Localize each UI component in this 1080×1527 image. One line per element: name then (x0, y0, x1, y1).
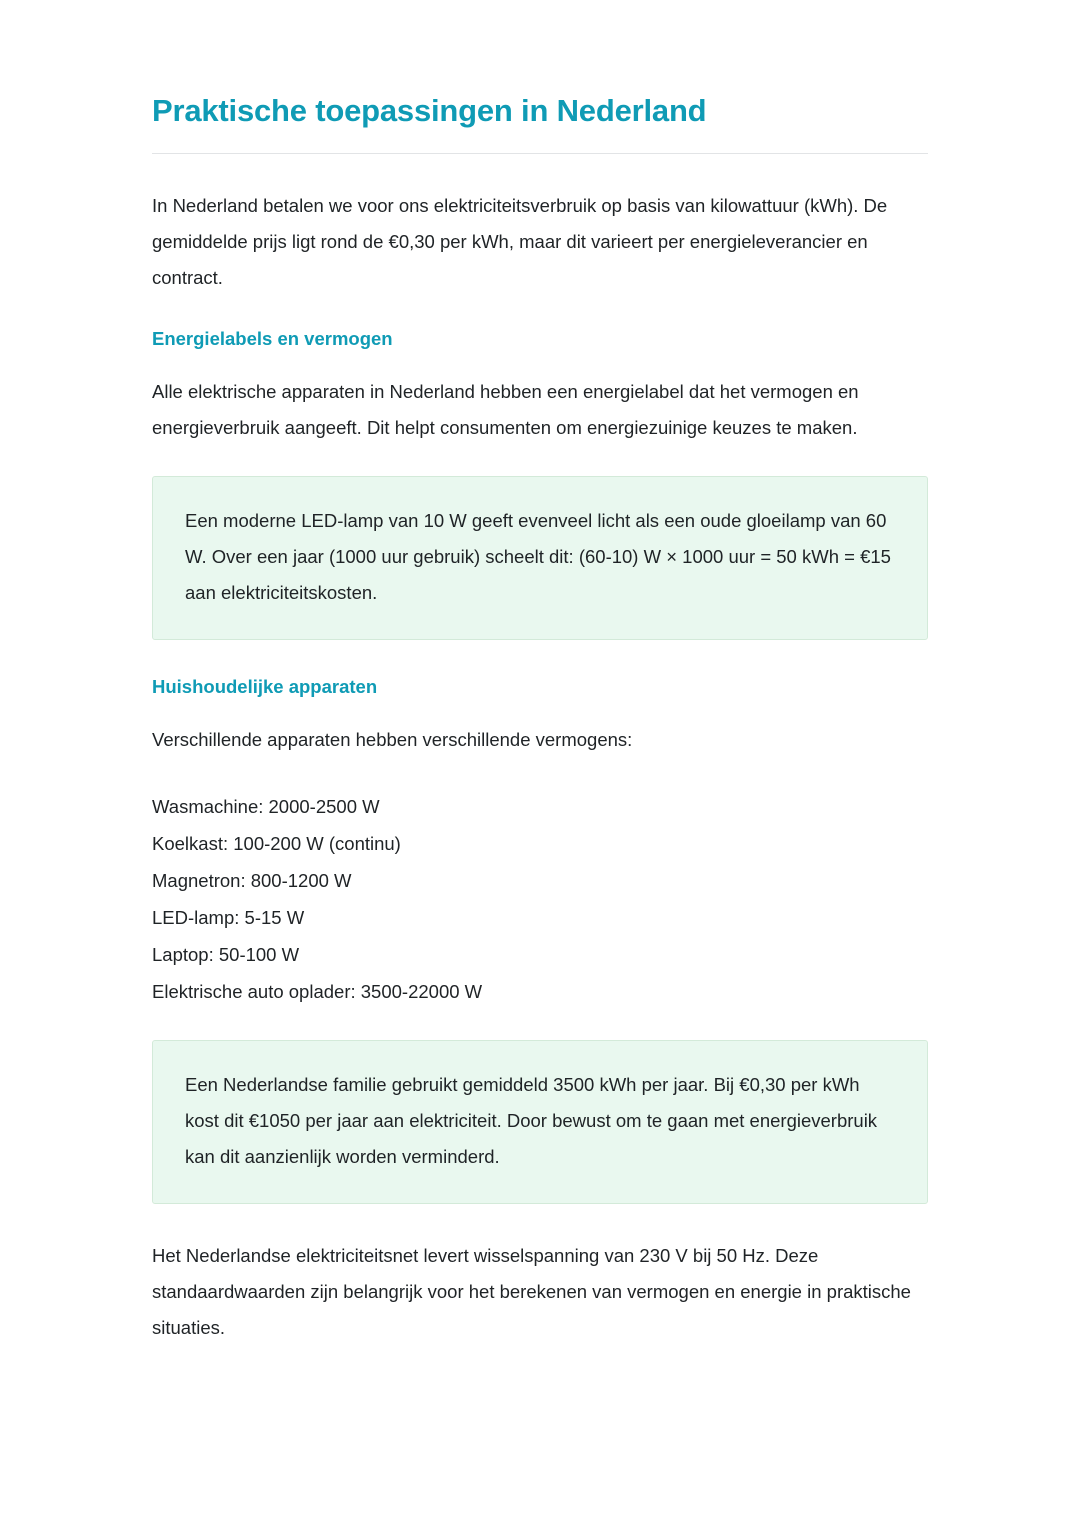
intro-paragraph: In Nederland betalen we voor ons elektriciteitsverbruik op basis van kilowattuur (kWh). De gemiddelde prijs ligt rond de €0,30 per kWh, maar dit varieert per energieleverancier en contract. (152, 194, 888, 288)
list-item: Elektrische auto oplader: 3500-22000 W (152, 981, 483, 1003)
device-power-list (152, 788, 928, 1010)
list-item: Magnetron: 800-1200 W (152, 870, 352, 892)
callout-familie-verbruik (152, 1040, 928, 1204)
section-heading-huishoudelijke-apparaten: Huishoudelijke apparaten (152, 676, 378, 698)
list-item: Koelkast: 100-200 W (continu) (152, 833, 401, 855)
section-paragraph-huishoudelijke-apparaten: Verschillende apparaten hebben verschillende vermogens: (152, 729, 633, 751)
page-title: Praktische toepassingen in Nederland (152, 93, 707, 128)
list-item: LED-lamp: 5-15 W (152, 907, 305, 929)
section-heading-energielabels: Energielabels en vermogen (152, 327, 393, 349)
closing-paragraph: Het Nederlandse elektriciteitsnet levert wisselspanning van 230 V bij 50 Hz. Deze standaardwaarden zijn belangrijk voor het berekenen van vermogen en energie in praktische situaties. (152, 1245, 911, 1339)
callout-familie-verbruik-text: Een Nederlandse familie gebruikt gemiddeld 3500 kWh per jaar. Bij €0,30 per kWh kost dit €1050 per jaar aan elektriciteit. Door bewust om te gaan met energieverbruik kan dit aanzienlijk worden verminderd. (185, 1074, 878, 1168)
list-item: Laptop: 50-100 W (152, 944, 300, 966)
title-divider (152, 153, 928, 154)
section-paragraph-energielabels: Alle elektrische apparaten in Nederland hebben een energielabel dat het vermogen en energieverbruik aangeeft. Dit helpt consumenten om energiezuinige keuzes te maken. (152, 380, 859, 438)
callout-led-lamp (152, 476, 928, 640)
callout-led-lamp-text: Een moderne LED-lamp van 10 W geeft evenveel licht als een oude gloeilamp van 60 W. Over een jaar (1000 uur gebruik) scheelt dit: (60-10) W × 1000 uur = 50 kWh = €15 aan elektriciteitskosten. (185, 509, 891, 604)
list-item: Wasmachine: 2000-2500 W (152, 796, 380, 818)
